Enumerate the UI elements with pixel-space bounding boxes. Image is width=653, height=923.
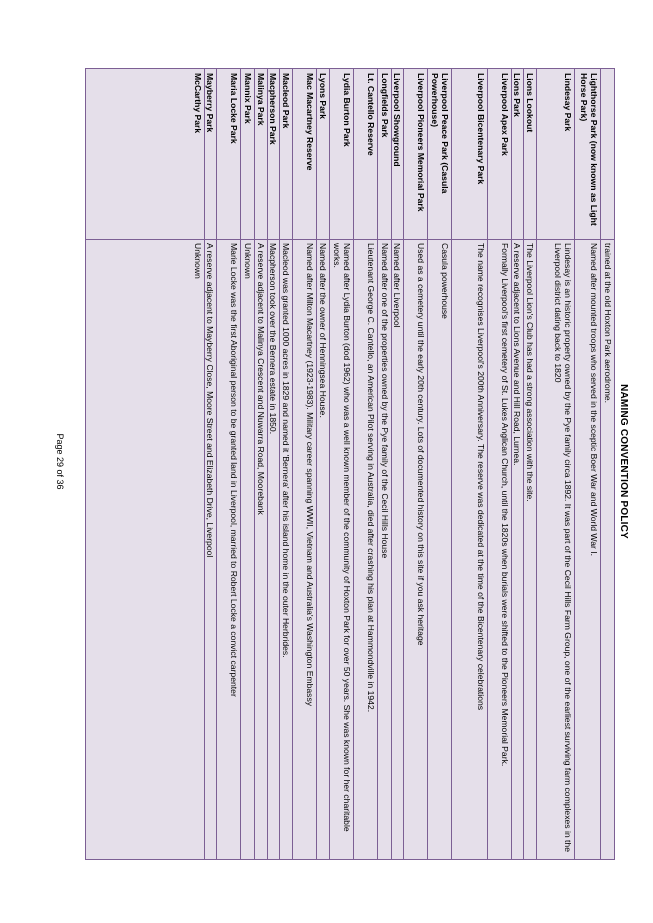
park-name: Lions Park xyxy=(512,73,522,117)
park-description: Named after Lydia Burton (dod 1962) who was a well known member of the community of Hoxton Park for over 50 years. She was known for her charitable works. xyxy=(331,243,352,832)
park-name: Liverpool Bicentenary Park xyxy=(476,73,486,185)
park-name: Macpherson Park xyxy=(268,73,278,145)
park-description: Macleod was granted 1000 acres in 1829 and named it 'Bernera' after his island home in the outer Herbrides. xyxy=(281,243,291,658)
park-description: A reserve adjacent to Lions Avenue and Hill Road, Lurnea. xyxy=(512,243,522,466)
park-name: Maria Locke Park xyxy=(229,73,239,144)
park-description: Named after mounted troops who served in the sceptic Boer War and World War I. xyxy=(589,243,599,557)
park-name: Liverpool Apex Park xyxy=(500,73,510,156)
park-description: Formally Liverpool's first cemetery of St. Lukes Anglican Church, until the 1820s when burials were shifted to the Pioneers Memorial Park. xyxy=(500,243,510,767)
park-name: Macleod Park xyxy=(281,73,291,129)
park-description: Named after the owner of Henningsea House. xyxy=(318,243,328,418)
table-row xyxy=(292,69,316,859)
table-row xyxy=(329,69,353,859)
table-row xyxy=(536,69,574,859)
table-row xyxy=(427,69,451,859)
park-description: A reserve adjacent to Malinya Crescent and Nuwarra Road, Moorebank xyxy=(256,243,266,515)
table-row xyxy=(267,69,279,859)
park-description: Macpherson took over the Bernera estate in 1850. xyxy=(268,243,278,435)
park-name: Lt. Cantello Reserve xyxy=(366,73,376,156)
park-name: Mannix Park xyxy=(243,73,253,124)
park-description: The name recognises Liverpool's 200th Anniversary. The reserve was dedicated at the time of the Bicentenary celebrations xyxy=(476,243,486,711)
table-row xyxy=(204,69,216,859)
park-description: Named after one of the properties owned by the Pye family of the Cecil Hills House xyxy=(380,243,390,559)
park-name: Lindesay Park xyxy=(563,73,573,132)
park-description: Unknown xyxy=(193,243,203,279)
table-row xyxy=(600,69,614,859)
park-name: Lighthorse Park (now known as Light Horse Park) xyxy=(578,73,599,226)
park-name: Liverpool Pioneers Memorial Park xyxy=(416,73,426,212)
park-description: Lindesay is an historic property owned by the Pye family circa 1892. It was part of the Cecil Hills Farm Group, one of the earliest surviving farm complexes in the Liverpool district dating back to 1820 xyxy=(552,243,573,852)
page-header: NAMING CONVENTION POLICY xyxy=(618,384,629,539)
park-description: A reserve adjacent to Mayberry Close, Moore Street and Elizabeth Drive, Liverpool xyxy=(205,243,215,558)
table-row xyxy=(377,69,391,859)
park-description: Named after Liverpool xyxy=(392,243,402,328)
park-name: Lydia Burton Park xyxy=(342,73,352,147)
table-row xyxy=(487,69,511,859)
park-name: Mac Macartney Reserve xyxy=(305,73,315,171)
park-description: trained at the old Hoxton Park aerodrome. xyxy=(603,243,613,404)
park-name: Longfields Park xyxy=(380,73,390,138)
park-description: Used as a cemetery until the early 20th century. Lots of documented history on this site if you ask heritage xyxy=(416,243,426,646)
park-description: Marie Locke was the first Aboriginal person to be granted land in Liverpool, married to Robert Locke a convict carpenter xyxy=(229,243,239,697)
naming-table xyxy=(85,68,615,860)
table-row xyxy=(391,69,403,859)
table-row xyxy=(451,69,487,859)
park-description: Named after Milton Macartney (1923-1983). Military career spanning WWII, Vietnam and Australia's Washington Embassy xyxy=(305,243,315,707)
park-description: Unknown xyxy=(243,243,253,279)
park-description: Casula powerhouse xyxy=(440,243,450,319)
table-row xyxy=(316,69,329,859)
park-name: Mayberry Park xyxy=(205,73,215,133)
park-name: Malinya Park xyxy=(256,73,266,126)
park-name: Lyons Park xyxy=(318,73,328,120)
table-row xyxy=(574,69,600,859)
table-row xyxy=(511,69,523,859)
park-description: The Liverpool Lion's Club has had a strong association with the site. xyxy=(525,243,535,502)
table-row xyxy=(192,69,204,859)
park-description: Lieutenant George C. Cantello, an American Pilot serving in Australia, died after crashing his plan at Hammondville in 1942. xyxy=(366,243,376,713)
park-name: Liverpool Showground xyxy=(392,73,402,167)
park-name: Liverpool Peace Park (Casula Powerhouse) xyxy=(429,73,450,194)
park-name: McCarthy Park xyxy=(193,73,203,134)
table-row xyxy=(254,69,267,859)
page-footer: Page 29 of 36 xyxy=(55,433,65,490)
table-row xyxy=(279,69,292,859)
table-row xyxy=(353,69,377,859)
table-row xyxy=(403,69,427,859)
table-row xyxy=(240,69,254,859)
table-row xyxy=(216,69,240,859)
table-row xyxy=(523,69,536,859)
park-name: Lions Lookout xyxy=(525,73,535,133)
